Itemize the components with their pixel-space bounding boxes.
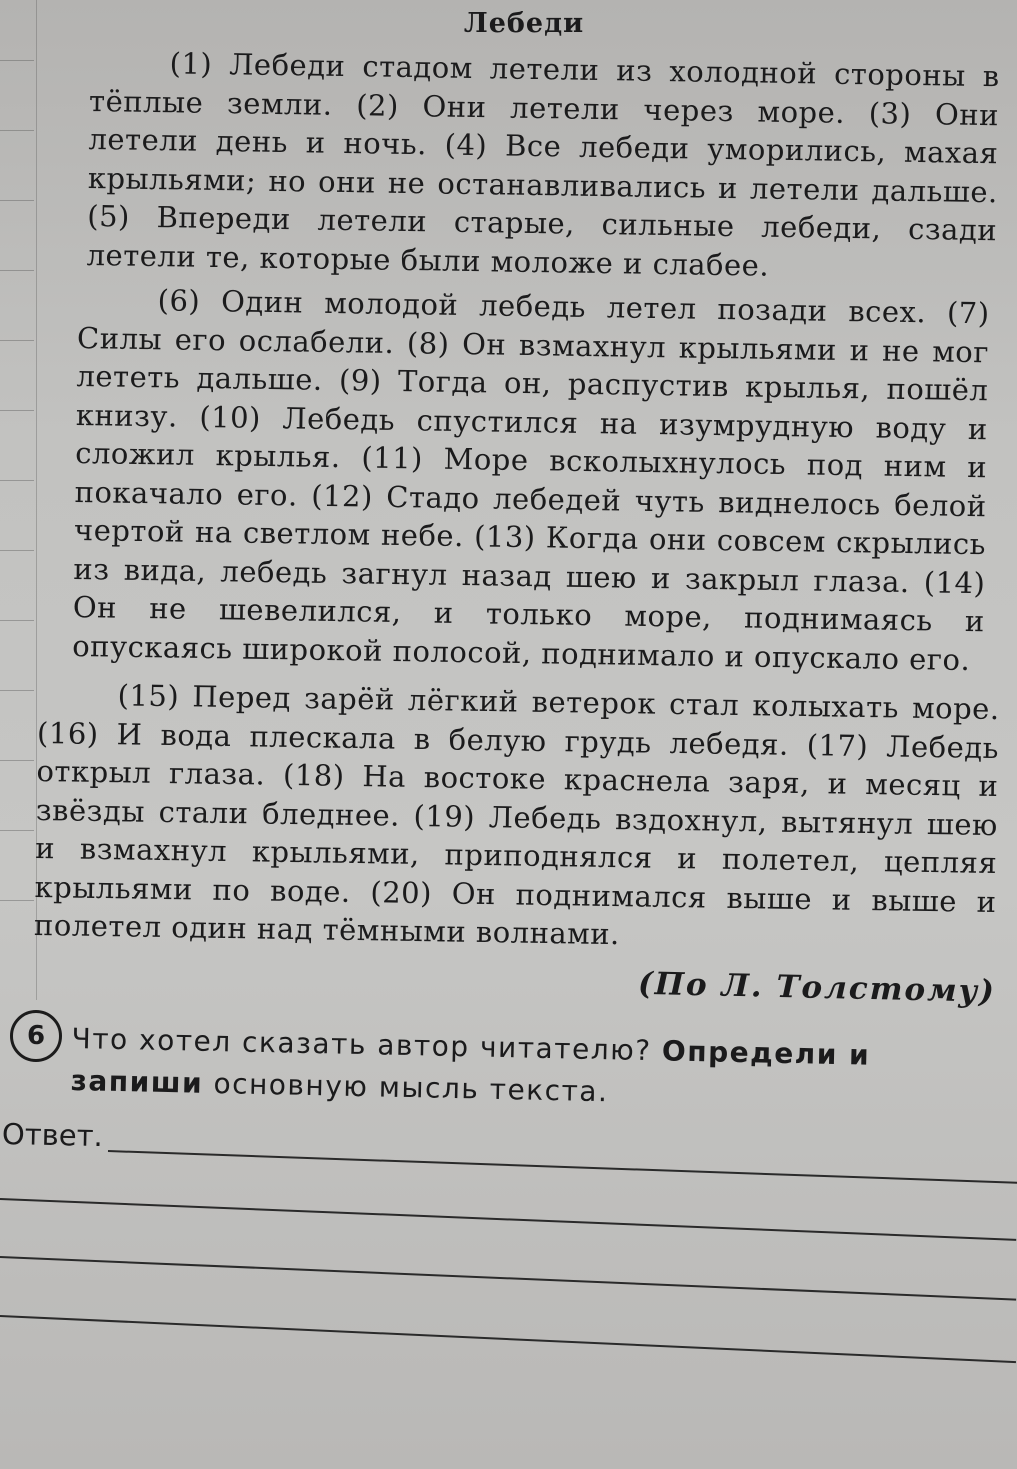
paragraph-1: (1) Лебеди стадом летели из холодной стороны в тёплые земли. (2) Они летели через море. (3) Они летели день и ночь. (4) Все лебеди уморились, махая крыльями; но они не останавливались и летели дальше. (5) Впереди летели старые, сильные лебеди, сзади летели те, которые были моложе и слабее. xyxy=(86,46,1000,283)
margin-rule xyxy=(0,900,34,901)
answer-line[interactable] xyxy=(0,1256,1016,1301)
question-continuation: основную мысль текста. xyxy=(213,1066,609,1109)
question-instruction: Определи и запиши xyxy=(70,1034,871,1100)
answer-line[interactable] xyxy=(0,1198,1016,1241)
task-number-badge: 6 xyxy=(10,1010,62,1062)
answer-label: Ответ. xyxy=(1,1116,104,1154)
margin-rule xyxy=(0,620,34,621)
margin-rule xyxy=(0,60,34,61)
margin-rule xyxy=(0,690,34,691)
margin-rule xyxy=(0,830,34,831)
paragraph-2: (6) Один молодой лебедь летел позади всех. (7) Силы его ослабели. (8) Он взмахнул крыльями и не мог лететь дальше. (9) Тогда он, распустив крылья, пошёл книзу. (10) Лебедь спустился на изумрудную воду и сложил крылья. (11) Море всколыхнулось под ним и покачало его. (12) Стадо лебедей чуть виднелось белой чертой на светлом небе. (13) Когда они совсем скрылись из вида, лебедь загнул назад шею и закрыл глаза. (14) Он не шевелился, и только море, поднимаясь и опускаясь широкой полосой, поднимало и опускало его. xyxy=(71,283,990,677)
margin-rule xyxy=(0,550,34,551)
answer-line[interactable] xyxy=(0,1315,1016,1363)
answer-line[interactable] xyxy=(108,1150,1017,1184)
page-margin xyxy=(0,0,37,1000)
margin-rule xyxy=(0,410,34,411)
margin-rule xyxy=(0,200,34,201)
task-6 xyxy=(0,1010,1017,1469)
margin-rule xyxy=(0,130,34,131)
question-text: Что хотел сказать автор читателю? xyxy=(71,1021,652,1068)
margin-rule xyxy=(0,340,34,341)
text-block xyxy=(33,8,1010,1010)
margin-rule xyxy=(0,270,34,271)
margin-rule xyxy=(0,480,34,481)
text-title: Лебеди xyxy=(463,8,585,39)
text-source: (По Л. Толстому) xyxy=(637,965,997,1010)
paragraph-3: (15) Перед зарёй лёгкий ветерок стал колыхать море. (16) И вода плескала в белую грудь лебедя. (17) Лебедь открыл глаза. (18) На востоке краснела заря, и месяц и звёзды стали бледнее. (19) Лебедь вздохнул, вытянул шею и взмахнул крыльями, приподнялся и полетел, цепляя крыльями по воде. (20) Он поднимался выше и выше и полетел один над тёмными волнами. xyxy=(33,678,1000,952)
task-question xyxy=(70,1018,1012,1122)
margin-rule xyxy=(0,760,34,761)
